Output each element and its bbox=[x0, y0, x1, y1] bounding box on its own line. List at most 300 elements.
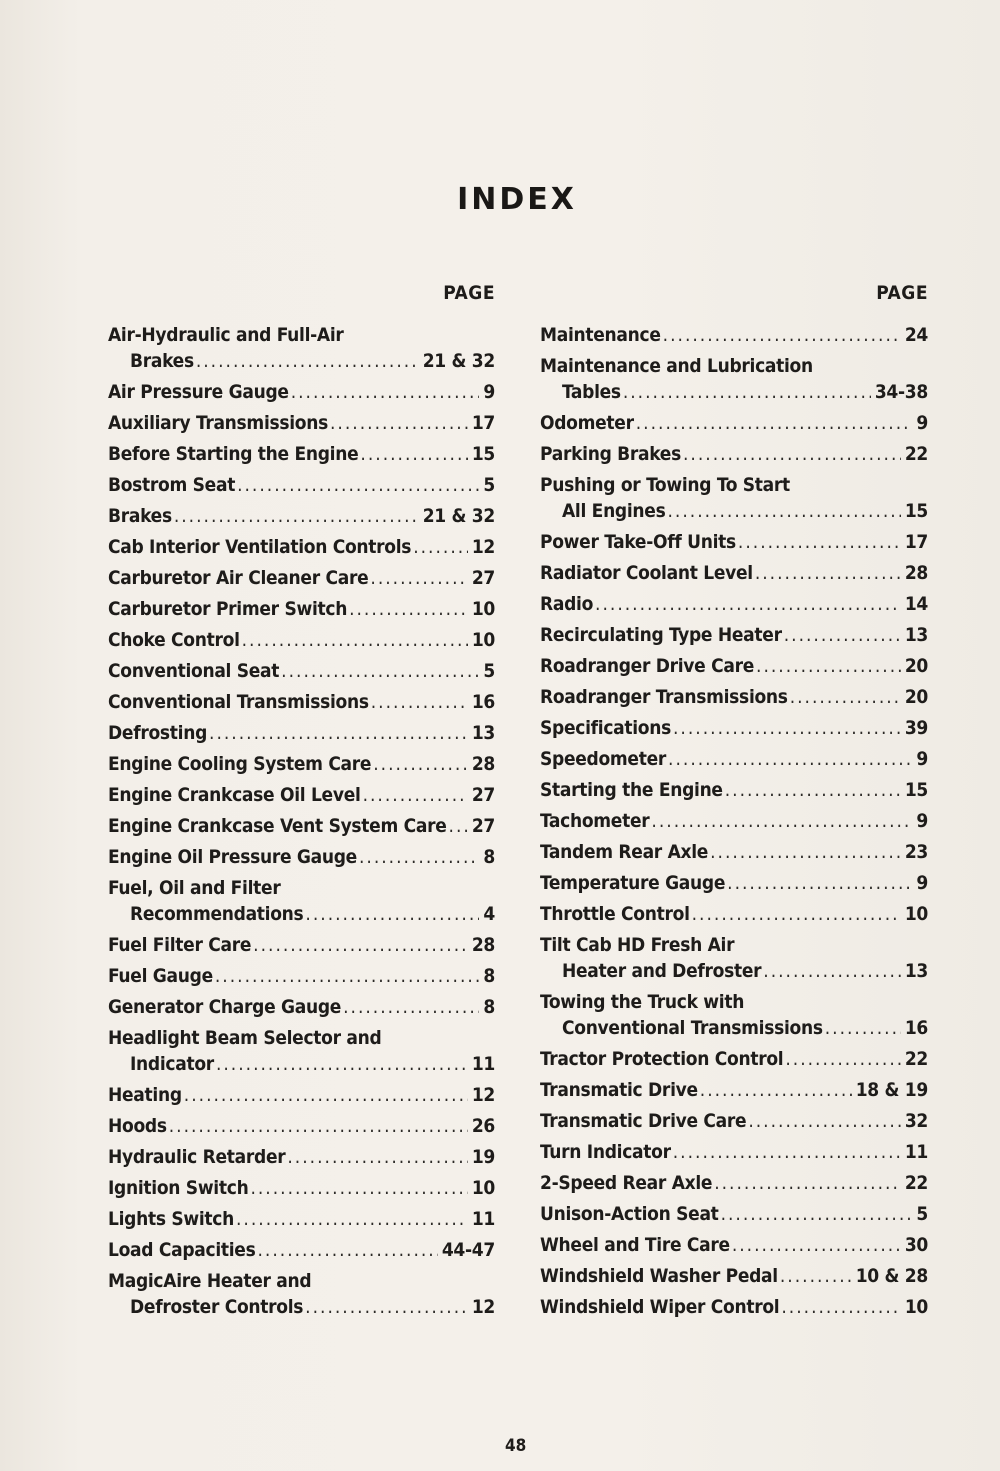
index-entry bbox=[108, 994, 495, 1020]
index-entry-line bbox=[540, 322, 928, 348]
index-entry-line bbox=[540, 1108, 928, 1134]
index-entry-line bbox=[540, 529, 928, 555]
index-entry-page: 12 bbox=[471, 536, 495, 558]
index-entry-page: 10 bbox=[904, 903, 928, 925]
index-entry-line bbox=[108, 1082, 495, 1108]
index-entry-label: Engine Crankcase Vent System Care bbox=[108, 815, 447, 837]
index-entry bbox=[540, 353, 928, 405]
index-entry-line bbox=[540, 622, 928, 648]
dot-leader bbox=[349, 596, 468, 622]
index-entry-label: Pushing or Towing To Start bbox=[540, 474, 790, 496]
index-entry-page: 20 bbox=[904, 686, 928, 708]
dot-leader bbox=[413, 534, 468, 560]
index-entry-label: Conventional Seat bbox=[108, 660, 280, 682]
index-entry-page: 9 bbox=[916, 872, 928, 894]
page-column-header: PAGE bbox=[443, 282, 495, 304]
dot-leader bbox=[667, 498, 900, 524]
index-entry-label: Choke Control bbox=[108, 629, 240, 651]
index-entries-right bbox=[540, 322, 928, 1320]
dot-leader bbox=[215, 963, 480, 989]
index-entry-label: Carburetor Air Cleaner Care bbox=[108, 567, 369, 589]
index-entry bbox=[540, 870, 928, 896]
index-entry-continuation bbox=[108, 1294, 495, 1320]
index-entry bbox=[540, 1108, 928, 1134]
index-entry-label: Turn Indicator bbox=[540, 1141, 671, 1163]
dot-leader bbox=[291, 379, 480, 405]
index-entry-label: Recirculating Type Heater bbox=[540, 624, 782, 646]
index-entry-line bbox=[108, 503, 495, 529]
index-entry-line bbox=[540, 1294, 928, 1320]
index-entry-page: 17 bbox=[471, 412, 495, 434]
index-entry-label: Speedometer bbox=[540, 748, 667, 770]
index-entry-label: Wheel and Tire Care bbox=[540, 1234, 730, 1256]
index-entry-line bbox=[108, 1113, 495, 1139]
index-entry bbox=[108, 782, 495, 808]
index-entry-label: Transmatic Drive Care bbox=[540, 1110, 747, 1132]
dot-leader bbox=[825, 1015, 901, 1041]
index-entry bbox=[108, 472, 495, 498]
index-entry bbox=[108, 751, 495, 777]
index-entry-page: 13 bbox=[904, 624, 928, 646]
dot-leader bbox=[287, 1144, 467, 1170]
index-entry-label: Carburetor Primer Switch bbox=[108, 598, 348, 620]
dot-leader bbox=[250, 1175, 467, 1201]
index-entry bbox=[108, 1113, 495, 1139]
dot-leader bbox=[780, 1263, 852, 1289]
dot-leader bbox=[663, 322, 901, 348]
index-entry-line bbox=[540, 1263, 928, 1289]
index-entry-page: 10 bbox=[471, 1177, 495, 1199]
index-entry-page: 18 & 19 bbox=[855, 1079, 928, 1101]
index-entry bbox=[540, 777, 928, 803]
index-entry-line bbox=[108, 720, 495, 746]
index-entry bbox=[540, 653, 928, 679]
index-entry-continuation bbox=[108, 348, 495, 374]
dot-leader bbox=[673, 1139, 901, 1165]
index-entry-label: Hydraulic Retarder bbox=[108, 1146, 286, 1168]
index-entry-label: Indicator bbox=[130, 1053, 214, 1075]
index-entry-label: Ignition Switch bbox=[108, 1177, 249, 1199]
dot-leader bbox=[305, 901, 479, 927]
index-entry-line bbox=[540, 441, 928, 467]
index-entry-page: 21 & 32 bbox=[422, 505, 495, 527]
index-entry bbox=[540, 1139, 928, 1165]
index-entry bbox=[540, 808, 928, 834]
index-entry bbox=[108, 1144, 495, 1170]
dot-leader bbox=[727, 870, 912, 896]
index-entry-continuation bbox=[540, 1015, 928, 1041]
index-entry-page: 14 bbox=[904, 593, 928, 615]
index-entry bbox=[108, 1237, 495, 1263]
index-entry-continuation bbox=[540, 498, 928, 524]
index-entry-page: 39 bbox=[904, 717, 928, 739]
index-entry-label: Conventional Transmissions bbox=[562, 1017, 823, 1039]
index-entry-label: Before Starting the Engine bbox=[108, 443, 359, 465]
index-entry-label: Tables bbox=[562, 381, 621, 403]
index-entry-page: 27 bbox=[471, 815, 495, 837]
index-entry-line bbox=[540, 1170, 928, 1196]
index-entry-label: Cab Interior Ventilation Controls bbox=[108, 536, 412, 558]
index-entry-label: Roadranger Transmissions bbox=[540, 686, 788, 708]
index-entry-line bbox=[108, 875, 495, 901]
index-entry bbox=[540, 746, 928, 772]
index-entry bbox=[108, 410, 495, 436]
index-entry-page: 13 bbox=[471, 722, 495, 744]
index-entry-label: Odometer bbox=[540, 412, 634, 434]
index-entry bbox=[108, 1206, 495, 1232]
index-entry-line bbox=[540, 653, 928, 679]
index-entry-page: 16 bbox=[904, 1017, 928, 1039]
index-entry-line bbox=[540, 715, 928, 741]
index-entry-label: Power Take-Off Units bbox=[540, 531, 736, 553]
index-entry bbox=[540, 1201, 928, 1227]
dot-leader bbox=[763, 958, 901, 984]
index-entry-label: 2-Speed Rear Axle bbox=[540, 1172, 713, 1194]
dot-leader bbox=[668, 746, 912, 772]
index-entry-label: Windshield Wiper Control bbox=[540, 1296, 780, 1318]
index-entry bbox=[108, 1082, 495, 1108]
index-entry-label: Recommendations bbox=[130, 903, 304, 925]
dot-leader bbox=[237, 472, 479, 498]
index-entry-page: 17 bbox=[904, 531, 928, 553]
index-entry-label: Load Capacities bbox=[108, 1239, 256, 1261]
dot-leader bbox=[360, 441, 467, 467]
index-entries-left bbox=[108, 322, 495, 1320]
index-entry-continuation bbox=[108, 901, 495, 927]
index-entry-line bbox=[108, 844, 495, 870]
index-entry-page: 4 bbox=[483, 903, 495, 925]
dot-leader bbox=[755, 560, 901, 586]
dot-leader bbox=[371, 689, 468, 715]
index-entry bbox=[540, 529, 928, 555]
index-entry-label: Engine Crankcase Oil Level bbox=[108, 784, 361, 806]
index-entry-line bbox=[540, 591, 928, 617]
index-entry-label: All Engines bbox=[562, 500, 666, 522]
index-entry-line bbox=[540, 1139, 928, 1165]
dot-leader bbox=[725, 777, 901, 803]
index-entry bbox=[540, 622, 928, 648]
index-entry-label: Engine Oil Pressure Gauge bbox=[108, 846, 357, 868]
index-entry-page: 12 bbox=[471, 1084, 495, 1106]
index-entry-label: Air-Hydraulic and Full-Air bbox=[108, 324, 344, 346]
index-entry-label: Windshield Washer Pedal bbox=[540, 1265, 778, 1287]
index-entry-page: 27 bbox=[471, 567, 495, 589]
index-entry bbox=[108, 596, 495, 622]
index-entry-page: 10 & 28 bbox=[855, 1265, 928, 1287]
index-entry-page: 28 bbox=[904, 562, 928, 584]
index-entry bbox=[108, 875, 495, 927]
index-entry-label: Unison-Action Seat bbox=[540, 1203, 719, 1225]
index-entry-label: Auxiliary Transmissions bbox=[108, 412, 328, 434]
index-entry bbox=[108, 720, 495, 746]
index-entry-line bbox=[540, 353, 928, 379]
dot-leader bbox=[683, 441, 901, 467]
index-entry-line bbox=[108, 994, 495, 1020]
dot-leader bbox=[636, 410, 913, 436]
index-entry-line bbox=[108, 751, 495, 777]
index-entry-line bbox=[108, 441, 495, 467]
index-entry-label: Brakes bbox=[108, 505, 172, 527]
index-entry-page: 8 bbox=[483, 996, 495, 1018]
index-entry-page: 12 bbox=[471, 1296, 495, 1318]
index-entry-label: Tandem Rear Axle bbox=[540, 841, 709, 863]
index-entry-line bbox=[108, 410, 495, 436]
index-entry bbox=[540, 560, 928, 586]
dot-leader bbox=[651, 808, 912, 834]
index-entry bbox=[108, 1268, 495, 1320]
index-entry-continuation bbox=[108, 1051, 495, 1077]
index-entry-line bbox=[540, 560, 928, 586]
index-entry-line bbox=[108, 627, 495, 653]
dot-leader bbox=[732, 1232, 901, 1258]
index-entry-line bbox=[108, 963, 495, 989]
dot-leader bbox=[623, 379, 871, 405]
index-entry-line bbox=[540, 410, 928, 436]
index-entry bbox=[108, 322, 495, 374]
index-entry-line bbox=[540, 777, 928, 803]
index-entry bbox=[540, 684, 928, 710]
index-entry-page: 19 bbox=[471, 1146, 495, 1168]
index-entry bbox=[108, 627, 495, 653]
index-entry bbox=[108, 844, 495, 870]
index-entry bbox=[108, 503, 495, 529]
dot-leader bbox=[756, 653, 901, 679]
dot-leader bbox=[692, 901, 901, 927]
index-entry bbox=[108, 565, 495, 591]
index-entry-label: Conventional Transmissions bbox=[108, 691, 369, 713]
index-entry-page: 22 bbox=[904, 443, 928, 465]
index-entry-label: Throttle Control bbox=[540, 903, 690, 925]
dot-leader bbox=[595, 591, 901, 617]
index-entry-page: 10 bbox=[904, 1296, 928, 1318]
index-entry-page: 20 bbox=[904, 655, 928, 677]
index-entry-line bbox=[108, 782, 495, 808]
index-entry bbox=[540, 989, 928, 1041]
index-entry-label: Defrosting bbox=[108, 722, 208, 744]
index-entry-continuation bbox=[540, 958, 928, 984]
index-entry-label: Tractor Protection Control bbox=[540, 1048, 784, 1070]
dot-leader bbox=[257, 1237, 437, 1263]
index-entry-page: 11 bbox=[904, 1141, 928, 1163]
index-entry bbox=[540, 715, 928, 741]
index-entry bbox=[540, 1170, 928, 1196]
dot-leader bbox=[738, 529, 901, 555]
index-entry-line bbox=[540, 870, 928, 896]
index-entry-label: Headlight Beam Selector and bbox=[108, 1027, 382, 1049]
index-entry-label: Heating bbox=[108, 1084, 182, 1106]
index-entry bbox=[540, 901, 928, 927]
index-entry-label: Bostrom Seat bbox=[108, 474, 236, 496]
index-entry-page: 15 bbox=[904, 500, 928, 522]
dot-leader bbox=[785, 1046, 900, 1072]
dot-leader bbox=[330, 410, 468, 436]
index-entry-page: 21 & 32 bbox=[422, 350, 495, 372]
dot-leader bbox=[281, 658, 479, 684]
index-entry-line bbox=[108, 565, 495, 591]
index-entry bbox=[108, 932, 495, 958]
index-entry bbox=[108, 1175, 495, 1201]
index-entry-line bbox=[540, 1201, 928, 1227]
index-entry bbox=[540, 1263, 928, 1289]
dot-leader bbox=[359, 844, 479, 870]
index-entry-label: Air Pressure Gauge bbox=[108, 381, 289, 403]
index-entry bbox=[108, 1025, 495, 1077]
dot-leader bbox=[236, 1206, 468, 1232]
index-entry-page: 10 bbox=[471, 629, 495, 651]
index-entry bbox=[108, 534, 495, 560]
index-entry-line bbox=[108, 932, 495, 958]
index-entry-label: Transmatic Drive bbox=[540, 1079, 698, 1101]
index-entry-page: 13 bbox=[904, 960, 928, 982]
index-entry-line bbox=[540, 1046, 928, 1072]
index-entry bbox=[540, 441, 928, 467]
index-entry-line bbox=[108, 1237, 495, 1263]
page-title: INDEX bbox=[457, 182, 577, 217]
dot-leader bbox=[700, 1077, 852, 1103]
index-entry-line bbox=[108, 1268, 495, 1294]
index-entry-page: 9 bbox=[916, 810, 928, 832]
index-entry bbox=[540, 932, 928, 984]
index-entry-line bbox=[540, 1232, 928, 1258]
index-entry-label: Starting the Engine bbox=[540, 779, 723, 801]
index-entry-page: 27 bbox=[471, 784, 495, 806]
index-entry-label: Lights Switch bbox=[108, 1208, 234, 1230]
index-entry bbox=[540, 1294, 928, 1320]
index-entry-label: Fuel Filter Care bbox=[108, 934, 252, 956]
index-entry-continuation bbox=[540, 379, 928, 405]
index-entry-label: Defroster Controls bbox=[130, 1296, 304, 1318]
index-entry bbox=[540, 839, 928, 865]
index-entry bbox=[108, 689, 495, 715]
index-entry-line bbox=[540, 1077, 928, 1103]
index-entry-page: 11 bbox=[471, 1208, 495, 1230]
index-entry-line bbox=[108, 1175, 495, 1201]
index-entry-page: 15 bbox=[471, 443, 495, 465]
index-entry bbox=[108, 441, 495, 467]
index-entry-line bbox=[540, 746, 928, 772]
index-entry-label: Radio bbox=[540, 593, 594, 615]
index-entry-page: 9 bbox=[483, 381, 495, 403]
index-entry bbox=[540, 1046, 928, 1072]
dot-leader bbox=[174, 503, 419, 529]
index-entry-line bbox=[108, 689, 495, 715]
index-entry-page: 28 bbox=[471, 934, 495, 956]
index-entry-page: 26 bbox=[471, 1115, 495, 1137]
index-entry-label: Fuel, Oil and Filter bbox=[108, 877, 281, 899]
index-entry bbox=[540, 472, 928, 524]
index-entry-line bbox=[540, 989, 928, 1015]
index-entry-page: 16 bbox=[471, 691, 495, 713]
dot-leader bbox=[748, 1108, 901, 1134]
index-entry-label: Tachometer bbox=[540, 810, 650, 832]
dot-leader bbox=[781, 1294, 900, 1320]
index-entry-page: 9 bbox=[916, 748, 928, 770]
index-entry-label: Brakes bbox=[130, 350, 194, 372]
index-entry-line bbox=[108, 658, 495, 684]
index-entry-label: Specifications bbox=[540, 717, 671, 739]
index-entry bbox=[108, 963, 495, 989]
index-entry-label: Maintenance and Lubrication bbox=[540, 355, 813, 377]
dot-leader bbox=[673, 715, 901, 741]
dot-leader bbox=[169, 1113, 468, 1139]
index-entry-label: Maintenance bbox=[540, 324, 661, 346]
dot-leader bbox=[714, 1170, 901, 1196]
index-entry-line bbox=[108, 1025, 495, 1051]
dot-leader bbox=[721, 1201, 913, 1227]
dot-leader bbox=[370, 565, 467, 591]
index-entry-line bbox=[108, 534, 495, 560]
index-entry bbox=[540, 410, 928, 436]
index-entry-page: 32 bbox=[904, 1110, 928, 1132]
index-entry-line bbox=[540, 684, 928, 710]
index-entry-page: 22 bbox=[904, 1048, 928, 1070]
page-number: 48 bbox=[505, 1436, 527, 1456]
dot-leader bbox=[216, 1051, 468, 1077]
index-entry-line bbox=[540, 901, 928, 927]
index-entry-label: Temperature Gauge bbox=[540, 872, 726, 894]
page-column-header: PAGE bbox=[876, 282, 928, 304]
index-entry-page: 11 bbox=[471, 1053, 495, 1075]
index-entry bbox=[108, 379, 495, 405]
index-entry-line bbox=[108, 813, 495, 839]
index-entry bbox=[540, 322, 928, 348]
index-entry-page: 44-47 bbox=[441, 1239, 495, 1261]
index-entry-page: 15 bbox=[904, 779, 928, 801]
dot-leader bbox=[209, 720, 468, 746]
index-entry-label: Roadranger Drive Care bbox=[540, 655, 755, 677]
dot-leader bbox=[363, 782, 468, 808]
dot-leader bbox=[253, 932, 468, 958]
index-entry-page: 28 bbox=[471, 753, 495, 775]
index-entry-label: Towing the Truck with bbox=[540, 991, 745, 1013]
index-entry-line bbox=[108, 322, 495, 348]
index-entry bbox=[108, 658, 495, 684]
index-entry bbox=[540, 1077, 928, 1103]
index-entry-page: 8 bbox=[483, 965, 495, 987]
dot-leader bbox=[196, 348, 419, 374]
dot-leader bbox=[790, 684, 901, 710]
index-entry-page: 9 bbox=[916, 412, 928, 434]
index-entry-line bbox=[540, 932, 928, 958]
index-entry-label: Tilt Cab HD Fresh Air bbox=[540, 934, 735, 956]
index-entry-page: 8 bbox=[483, 846, 495, 868]
index-entry-page: 5 bbox=[483, 660, 495, 682]
index-entry-page: 10 bbox=[471, 598, 495, 620]
index-entry bbox=[108, 813, 495, 839]
dot-leader bbox=[305, 1294, 468, 1320]
dot-leader bbox=[710, 839, 901, 865]
dot-leader bbox=[242, 627, 468, 653]
index-entry-label: Hoods bbox=[108, 1115, 167, 1137]
index-entry-label: MagicAire Heater and bbox=[108, 1270, 312, 1292]
dot-leader bbox=[784, 622, 901, 648]
dot-leader bbox=[373, 751, 468, 777]
index-entry-label: Generator Charge Gauge bbox=[108, 996, 342, 1018]
index-entry-label: Fuel Gauge bbox=[108, 965, 213, 987]
index-entry bbox=[540, 1232, 928, 1258]
index-entry-line bbox=[540, 808, 928, 834]
index-entry-label: Engine Cooling System Care bbox=[108, 753, 372, 775]
dot-leader bbox=[184, 1082, 468, 1108]
index-entry-line bbox=[108, 596, 495, 622]
index-entry-page: 22 bbox=[904, 1172, 928, 1194]
index-entry bbox=[540, 591, 928, 617]
index-entry-page: 30 bbox=[904, 1234, 928, 1256]
index-entry-page: 24 bbox=[904, 324, 928, 346]
index-entry-label: Radiator Coolant Level bbox=[540, 562, 753, 584]
index-entry-label: Heater and Defroster bbox=[562, 960, 762, 982]
index-entry-line bbox=[540, 472, 928, 498]
